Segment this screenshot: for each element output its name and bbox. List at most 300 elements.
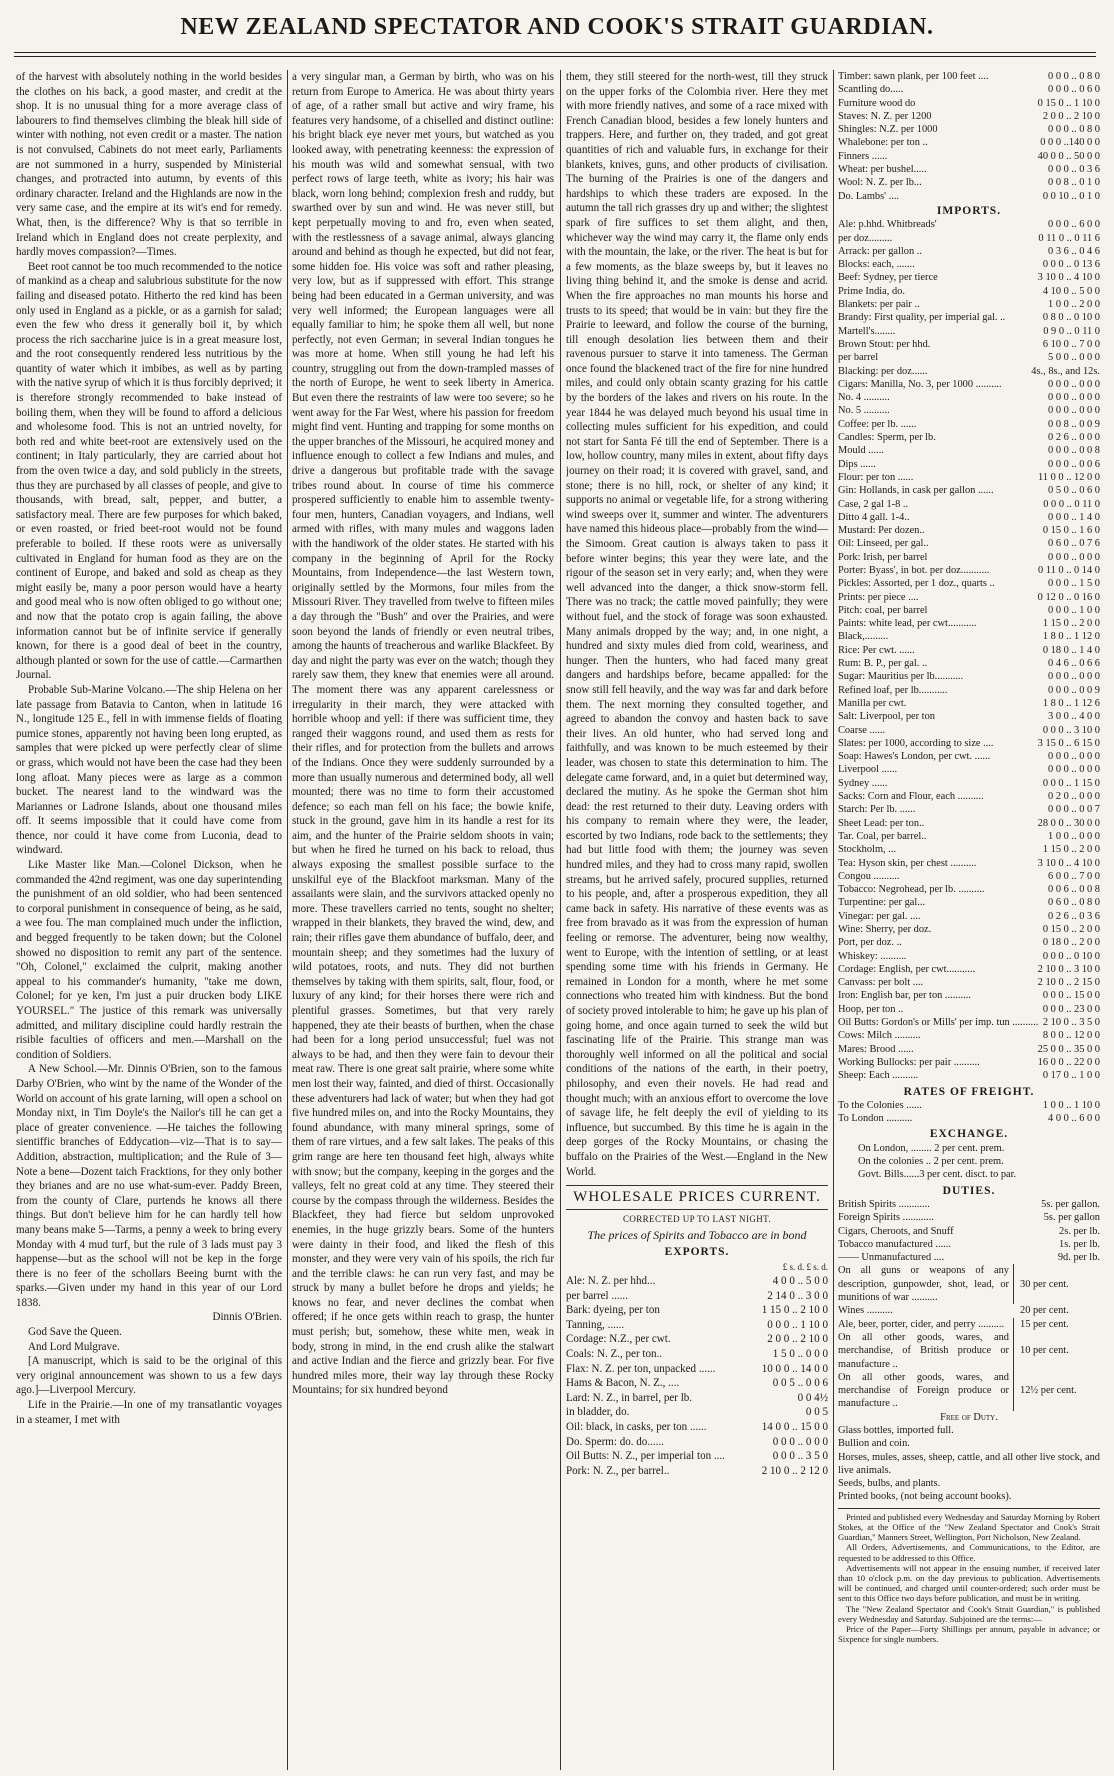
export-price-row [566, 1274, 828, 1289]
price-item-name: Cows: Milch .......... [838, 1030, 921, 1042]
free-item: Horses, mules, asses, sheep, cattle, and all other live stock, and live animals. [838, 1451, 1100, 1476]
import-price-row [838, 271, 1100, 284]
price-item-name: per doz......... [838, 232, 893, 244]
import-price-row [838, 551, 1100, 564]
price-item-name: Do. Lambs' .... [838, 190, 900, 202]
import-price-row [838, 325, 1100, 338]
price-item-name: Wool: N. Z. per lb... [838, 177, 922, 189]
imports-list [838, 218, 1100, 1082]
export-price-row [566, 1332, 828, 1347]
import-price-row [838, 444, 1100, 457]
price-item-name: Sheet Lead: per ton.. [838, 817, 925, 829]
price-item-value: 0 12 0 .. 0 16 0 [1037, 591, 1100, 603]
price-item-value: 0 0 0 .. 0 0 0 [1048, 551, 1100, 563]
import-price-row [838, 936, 1100, 949]
import-price-row [838, 697, 1100, 710]
column-4 [838, 70, 1100, 1770]
import-price-row [838, 710, 1100, 723]
price-item-name: Cigars, Cheroots, and Snuff [838, 1225, 954, 1237]
import-price-row [838, 471, 1100, 484]
price-item-value: 14 0 0 .. 15 0 0 [761, 1421, 828, 1434]
price-item-value: 2 10 0 .. 2 15 0 [1037, 977, 1100, 989]
price-item-value: 0 0 0 .. 1 15 0 [1042, 777, 1100, 789]
free-item: Glass bottles, imported full. [838, 1424, 954, 1436]
price-item-value: 0 0 0 .. 0 0 7 [1048, 804, 1100, 816]
price-item-name: Shingles: N.Z. per 1000 [838, 124, 938, 136]
duty-row [838, 1238, 1100, 1251]
import-price-row [838, 391, 1100, 404]
price-item-name: Flax: N. Z. per ton, unpacked ...... [566, 1362, 716, 1375]
import-price-row [838, 218, 1100, 231]
import-price-row [838, 378, 1100, 391]
price-item-name: Prints: per piece .... [838, 591, 919, 603]
price-item-name: Pork: Irish, per barrel [838, 551, 928, 563]
price-item-value: 0 0 0 .. 0 0 0 [1048, 392, 1100, 404]
column-divider [287, 70, 288, 1770]
price-item-value: 4s., 8s., and 12s. [1031, 365, 1100, 377]
import-price-row [838, 657, 1100, 670]
price-item-value: 0 8 0 .. 0 10 0 [1042, 312, 1100, 324]
price-item-value: 0 0 0 .. 0 6 0 [1048, 84, 1100, 96]
price-item-name: Bark: dyeing, per ton [566, 1304, 660, 1317]
price-item-name: Candles: Sperm, per lb. [838, 432, 936, 444]
price-item-name: Finners ...... [838, 150, 888, 162]
import-price-row [838, 817, 1100, 830]
price-item-value: 0 2 6 .. 0 3 6 [1048, 910, 1100, 922]
import-price-row [838, 923, 1100, 936]
import-price-row [838, 404, 1100, 417]
duty-brace-text: On all other goods, wares, and merchandise of Foreign produce or manufacture .. [838, 1371, 1014, 1411]
exchange-heading: EXCHANGE. [929, 1128, 1009, 1141]
price-item-name: Port, per doz. .. [838, 937, 902, 949]
price-item-name: Blacking: per doz...... [838, 365, 928, 377]
export-price-row [838, 136, 1100, 149]
duty-brace-row [838, 1331, 1100, 1371]
import-price-row [838, 724, 1100, 737]
price-item-name: Slates: per 1000, according to size .... [838, 737, 994, 749]
export-price-row [838, 110, 1100, 123]
export-price-row [838, 70, 1100, 83]
import-price-row [838, 604, 1100, 617]
price-item-name: Case, 2 gal 1-8 .. [838, 498, 909, 510]
export-price-row [566, 1435, 828, 1450]
price-item-name: Ale: N. Z. per hhd... [566, 1275, 656, 1288]
free-item: Seeds, bulbs, and plants. [838, 1478, 941, 1490]
duty-brace-row [838, 1371, 1100, 1411]
prices-bond-note: The prices of Spirits and Tobacco are in bond [587, 1228, 807, 1243]
import-price-row [838, 803, 1100, 816]
price-item-value: 0 0 0 .. 0 3 6 [1048, 164, 1100, 176]
price-item-value: 0 0 5 .. 0 0 6 [772, 1377, 828, 1390]
price-item-name: No. 5 .......... [838, 405, 890, 417]
price-item-name: Sheep: Each .......... [838, 1070, 919, 1082]
price-item-value: 0 0 0 .. 0 0 0 [1048, 405, 1100, 417]
price-item-value: 0 17 0 .. 1 0 0 [1042, 1070, 1100, 1082]
price-item-name: Mares: Brood ...... [838, 1043, 914, 1055]
price-item-value: 0 0 0 .. 0 10 0 [1042, 950, 1100, 962]
price-item-value: 1 8 0 .. 1 12 0 [1042, 631, 1100, 643]
duty-brace-text: On all other goods, wares, and merchandise, of British produce or manufacture .. [838, 1331, 1014, 1371]
import-price-row [838, 684, 1100, 697]
import-price-row [838, 630, 1100, 643]
price-item-value: 4 0 0 .. 6 0 0 [1048, 1113, 1100, 1125]
price-item-value: 4 10 0 .. 5 0 0 [1042, 285, 1100, 297]
price-item-name: To London .......... [838, 1113, 913, 1125]
price-item-value: 0 0 8 .. 0 1 0 [1048, 177, 1100, 189]
import-price-row [838, 737, 1100, 750]
import-price-row [838, 830, 1100, 843]
price-item-value: 0 11 0 .. 0 14 0 [1038, 564, 1100, 576]
import-price-row [838, 298, 1100, 311]
price-item-name: British Spirits ............ [838, 1198, 930, 1210]
price-item-value: 28 0 0 .. 30 0 0 [1037, 817, 1100, 829]
imprint [838, 1508, 1100, 1645]
export-price-row [838, 97, 1100, 110]
price-item-name: Coals: N. Z., per ton.. [566, 1348, 663, 1361]
import-price-row [838, 963, 1100, 976]
price-item-name: in bladder, do. [566, 1406, 630, 1419]
price-item-name: Sugar: Mauritius per lb........... [838, 671, 964, 683]
currency-units: £ s. d. £ s. d. [782, 1261, 828, 1272]
import-price-row [838, 644, 1100, 657]
duties-heading: DUTIES. [942, 1184, 996, 1197]
price-item-value: 0 0 0 .. 0 0 6 [1048, 458, 1100, 470]
price-item-name: —— Unmanufactured .... [838, 1252, 945, 1264]
price-item-value: 0 0 0 .. 23 0 0 [1042, 1003, 1100, 1015]
price-item-name: Blocks: each, ....... [838, 259, 915, 271]
price-item-name: Mould ...... [838, 445, 884, 457]
article-paragraph: Beet root cannot be too much recommended to the notice of mankind as a cheap and salubrious substitute for the now failing and diseased potato. Hitherto the red kind has been only used in England as a pickle, or as a garnish for salad; even the few who dress it generally boil it, by which process the rich saccharine juice is in a great measure lost, and the root consequently rendered less nutritious by the quantity of water which it imbibes, as well as by parting with the native syrup of which it is thus forcibly deprived; it is therefore strongly recommended to bake instead of boiling them, when they will be found to afford a delicious and wholesome food. This is not an untried novelty, for both red and white beet-root are extensively used on the continent; in Italy particularly, they are carried about hot from the oven twice a day, and sold publicly in the streets, thus they are purchased by all classes of people, and give to thousands, with bread, salt, pepper, and butter, a satisfactory meal. There are few purposes for which baked, or even roasted, or fried beet-root would not be found preferable to boiled. If these roots were as universally cultivated in England for human food as they are on the continent of Europe, and baked and sold as cheap as they might easily be, many a poor person would have a hearty and good meal who is now often obliged to go without one; and now that the potato crop is again failing, the above information cannot but be of infinite service if generally known, for there is a good deal of beet in the country, although planted or sown for the use of cattle.—Carmarthen Journal. [16, 260, 282, 682]
masthead-rule-2 [14, 56, 1096, 57]
price-item-value: 0 2 6 .. 0 0 0 [1048, 432, 1100, 444]
import-price-row [838, 1069, 1100, 1082]
price-item-value: 1 8 0 .. 1 12 6 [1042, 697, 1100, 709]
imports-heading: IMPORTS. [936, 204, 1002, 217]
import-price-row [838, 790, 1100, 803]
duty-brace-text: On all guns or weapons of any description, gunpowder, shot, lead, or munitions of war .......... [838, 1264, 1014, 1304]
export-price-row [566, 1464, 828, 1479]
price-item-value: 8 0 0 .. 12 0 0 [1042, 1030, 1100, 1042]
column-3 [566, 70, 828, 1770]
export-price-row [838, 83, 1100, 96]
import-price-row [838, 351, 1100, 364]
export-price-row [566, 1347, 828, 1362]
price-item-name: Oil: black, in casks, per ton ...... [566, 1421, 707, 1434]
prices-heading: WHOLESALE PRICES CURRENT. [566, 1185, 828, 1210]
import-price-row [838, 537, 1100, 550]
price-item-name: Starch: Per lb. ...... [838, 804, 916, 816]
article-paragraph: of the harvest with absolutely nothing in the world besides the clothes on his back, a good master, and credit at the shop. It is no unusual thing for a more average class of labourers to find themselves climbing the bleak hill side of winter with nothing, not even credit or a master. The nation is not convulsed, Cabinets do not meet early, Parliaments are not summoned in a hurry, suspended by Ministerial changes, and protracted into autumn, by events of this ordinary character. Ireland and the Highlands are now in the very same case, and the empire at its wit's end for remedy. What, then, is the difference? Why is that so terrible in Ireland which in England does not create perplexity, and hardly moves compassion?—Times. [16, 71, 282, 259]
export-price-row [838, 123, 1100, 136]
masthead-rule [14, 52, 1096, 53]
price-item-name: Oil Butts: Gordon's or Mills' per imp. tun .......... [838, 1017, 1039, 1029]
price-item-name: Black,......... [838, 631, 889, 643]
import-price-row [838, 524, 1100, 537]
export-price-row [566, 1376, 828, 1391]
duty-row [838, 1198, 1100, 1211]
column-2 [292, 70, 554, 1770]
price-item-value: 0 0 8 .. 0 0 9 [1048, 418, 1100, 430]
import-price-row [838, 258, 1100, 271]
price-item-name: Brandy: First quality, per imperial gal. .. [838, 312, 1006, 324]
import-price-row [838, 232, 1100, 245]
article-line: And Lord Mulgrave. [28, 1340, 120, 1353]
duties-list [838, 1198, 1100, 1264]
price-item-name: Tobacco manufactured ...... [838, 1238, 951, 1250]
free-item: Bullion and coin. [838, 1438, 910, 1450]
export-price-row [566, 1289, 828, 1304]
price-item-name: Hams & Bacon, N. Z., .... [566, 1377, 680, 1390]
price-item-value: 1 15 0 .. 2 0 0 [1042, 844, 1100, 856]
price-item-value: 0 0 0 ..140 0 0 [1040, 137, 1100, 149]
masthead-title: NEW ZEALAND SPECTATOR AND COOK'S STRAIT GUARDIAN. [180, 14, 934, 40]
price-item-value: 0 3 6 .. 0 4 6 [1048, 245, 1100, 257]
article-signature: Dinnis O'Brien. [212, 1311, 282, 1324]
price-item-value: 0 0 0 .. 0 0 9 [1048, 684, 1100, 696]
free-item: Printed books, (not being account books). [838, 1491, 1012, 1503]
price-item-name: Timber: sawn plank, per 100 feet .... [838, 71, 989, 82]
price-item-value: 0 11 0 .. 0 11 6 [1038, 232, 1100, 244]
price-item-value: 1 0 0 .. 2 0 0 [1048, 299, 1100, 311]
price-item-name: To the Colonies ...... [838, 1099, 922, 1111]
price-item-name: Whiskey: .......... [838, 950, 907, 962]
export-price-row [838, 176, 1100, 189]
price-item-value: 0 0 0 .. 1 5 0 [1048, 578, 1100, 590]
price-item-value: 9d. per lb. [1057, 1252, 1100, 1264]
price-item-name: Sydney ...... [838, 777, 888, 789]
import-price-row [838, 670, 1100, 683]
price-item-value: 0 15 0 .. 2 0 0 [1042, 924, 1100, 935]
price-item-value: 0 0 0 .. 0 0 0 [1048, 764, 1100, 776]
price-item-name: Coarse ...... [838, 724, 886, 736]
import-price-row [838, 763, 1100, 776]
export-price-row [838, 163, 1100, 176]
exchange-row: Govt. Bills......3 per cent. disct. to par. [858, 1169, 1017, 1181]
price-item-value: 40 0 0 .. 50 0 0 [1037, 150, 1100, 162]
price-item-name: Oil: Linseed, per gal.. [838, 538, 929, 550]
price-item-value: 0 0 0 .. 1 4 0 [1048, 511, 1100, 523]
price-item-name: Cordage: English, per cwt........... [838, 963, 976, 975]
import-price-row [838, 458, 1100, 471]
price-item-name: Pickles: Assorted, per 1 doz., quarts .. [838, 578, 995, 590]
import-price-row [838, 511, 1100, 524]
price-item-value: 1 5 0 .. 0 0 0 [772, 1348, 828, 1361]
imprint-paragraph: The "New Zealand Spectator and Cook's Strait Guardian," is published every Wednesday and Saturday. Subjoined are the terms:— [838, 1603, 1100, 1624]
free-of-duty-heading: Free of Duty. [940, 1411, 998, 1423]
price-item-name: per barrel ...... [566, 1289, 628, 1302]
price-item-name: Mustard: Per dozen.. [838, 525, 925, 537]
price-item-value: 0 0 10 .. 0 1 0 [1042, 190, 1100, 202]
duty-name: Wines .......... [838, 1305, 893, 1317]
price-item-value: 0 6 0 .. 0 8 0 [1048, 897, 1100, 909]
freight-row [838, 1112, 1100, 1125]
price-item-name: Congou .......... [838, 870, 900, 882]
price-item-name: Soap: Hawes's London, per cwt. ...... [838, 751, 991, 763]
price-item-value: 0 4 6 .. 0 6 6 [1048, 658, 1100, 670]
price-item-name: Foreign Spirits ............ [838, 1212, 934, 1224]
import-price-row [838, 418, 1100, 431]
duty-row [838, 1304, 1100, 1317]
price-item-name: Ditto 4 gall. 1-4.. [838, 511, 910, 523]
price-item-value: 0 0 0 .. 0 11 0 [1043, 498, 1100, 510]
price-item-value: 16 0 0 .. 22 0 0 [1037, 1056, 1100, 1068]
price-item-value: 11 0 0 .. 12 0 0 [1038, 471, 1100, 483]
export-price-row [566, 1405, 828, 1420]
price-item-value: 2 10 0 .. 3 10 0 [1037, 963, 1100, 975]
price-item-value: 0 0 0 .. 15 0 0 [1042, 990, 1100, 1002]
price-item-name: Martell's........ [838, 325, 896, 337]
price-item-value: 0 15 0 .. 1 10 0 [1037, 97, 1100, 109]
imprint-paragraph: Printed and published every Wednesday and Saturday Morning by Robert Stokes, at the Office of the "New Zealand Spectator and Cook's Strait Guardian," Manners Street, Wellington, Port Nicholson, New Zealand. [838, 1511, 1100, 1543]
price-item-name: Dips ...... [838, 458, 876, 470]
freight-list [838, 1099, 1100, 1126]
freight-row [838, 1099, 1100, 1112]
price-item-name: Manilla per cwt. [838, 697, 907, 709]
price-item-name: Staves: N. Z. per 1200 [838, 110, 932, 122]
price-item-name: Working Bullocks: per pair .......... [838, 1056, 980, 1068]
price-item-name: Prime India, do. [838, 285, 905, 297]
price-item-name: Wine: Sherry, per doz. [838, 924, 932, 935]
price-item-name: Rice: Per cwt. ...... [838, 644, 915, 656]
price-item-name: Stockholm, ... [838, 844, 897, 856]
price-item-name: Vinegar: per gal. .... [838, 910, 921, 922]
price-item-name: Gin: Hollands, in cask per gallon ...... [838, 485, 994, 497]
price-item-value: 5s. per gallon. [1041, 1198, 1100, 1210]
price-item-value: 0 0 0 .. 0 0 0 [1048, 671, 1100, 683]
price-item-value: 1 0 0 .. 1 10 0 [1042, 1099, 1100, 1111]
import-price-row [838, 484, 1100, 497]
price-item-name: Canvass: per bolt .... [838, 977, 924, 989]
import-price-row [838, 883, 1100, 896]
column-divider [833, 70, 834, 1770]
price-item-value: 0 0 0 .. 0 8 0 [1048, 71, 1100, 82]
price-item-value: 2 10 0 .. 3 5 0 [1042, 1017, 1100, 1029]
import-price-row [838, 365, 1100, 378]
price-item-value: 3 0 0 .. 4 0 0 [1048, 711, 1100, 723]
price-item-value: 5s. per gallon [1043, 1212, 1100, 1224]
export-price-row [566, 1362, 828, 1377]
price-item-value: 25 0 0 .. 35 0 0 [1037, 1043, 1100, 1055]
price-item-value: 0 0 0 .. 0 0 0 [772, 1435, 828, 1448]
price-item-name: Arrack: per gallon .. [838, 245, 922, 257]
duty-brace-value: 30 per cent. [1020, 1278, 1069, 1290]
import-price-row [838, 245, 1100, 258]
price-item-value: 6 0 0 .. 7 0 0 [1048, 870, 1100, 882]
article-paragraph: [A manuscript, which is said to be the original of this very original announcement was shown to us a few days ago.]—Liverpool Mercury. [16, 1355, 282, 1397]
price-item-value: 0 15 0 .. 1 6 0 [1042, 525, 1100, 537]
price-item-value: 0 6 0 .. 0 7 6 [1048, 538, 1100, 550]
import-price-row [838, 750, 1100, 763]
article-paragraph: Life in the Prairie.—In one of my transatlantic voyages in a steamer, I met with [16, 1399, 282, 1426]
column-divider [560, 70, 561, 1770]
price-item-name: Refined loaf, per lb........... [838, 684, 948, 696]
export-price-row [566, 1303, 828, 1318]
import-price-row [838, 1029, 1100, 1042]
price-item-name: Porter: Byass', in bot. per doz........... [838, 564, 990, 576]
exports-heading: EXPORTS. [664, 1245, 730, 1258]
price-item-name: Wheat: per bushel..... [838, 164, 927, 176]
article-paragraph: a very singular man, a German by birth, who was on his return from Europe to America. He was about thirty years of age, of a rather small but active and wiry frame, his features very handsome, of a chiselled and distinct outline: his bright black eye never met yours, but watched as you looked away, with penetrating keenness: the expression of his mouth was wild and somewhat sensual, with two perfect rows of large teeth, white as ivory; his hair was black, worn long behind; complexion fresh and ruddy, but swarthed over by sun and wind. He was never still, but kept perpetually moving to and fro, even when seated, with the restlessness of a savage animal, always glancing around and behind as though he expected, but did not fear, some hidden foe. His voice was soft and rather pleasing, very low, but as if suppressed with effort. This strange being had been educated in a German university, and was very well informed; the European languages were all equally familiar to him; he spoke them all well, but none perfectly, not even German; in several Indian tongues he was more at home. When still young he had left his country, struggling out from the down-trampled masses of the north of Europe, he went to seek liberty in America. But even there the restraints of law were too severe; so he went away for the Far West, where his passion for freedom might find vent. Hunting and trapping for some months on the upper branches of the Missouri, he acquired money and influence enough to collect a few Indians and mules, and drive a dangerous but profitable trade with the savage tribes round about. In course of time his commerce prospered sufficiently to enable him to assemble twenty-four men, hunters, Canadian voyagers, and Indians, well armed with rifles, with many mules and waggons laden with the handiwork of the older states. He started with his company in the beginning of April for the Rocky Mountains, from Independence—the last Western town, originally settled by the Mormons, four miles from the Missouri River. They travelled from twelve to fifteen miles a day through the "Bush" and over the Prairies, and were soon beyond the lands of friendly or even neutral tribes, among the haunts of treacherous and warlike Blackfeet. By day and night the party was ever on the watch; though they rarely saw them, they knew that enemies were all around. The moment there was any apparent carelessness or irregularity in their march, they were attacked with horrible whoop and yell: if there was sufficient time, they ranged their waggons round, and used them as rests for their rifles, and for protection from the bullets and arrows of the Indians. Once they were suddenly surrounded by a more than usually numerous and determined body, all well mounted; there was no time to form their accustomed defence; so each man fell on his face; the bowie knife, stuck in the ground, gave him in its handle a rest for its aim, and the hunter of the Prairie seldom shoots in vain; but when he fired he turned on his back to reload, thus always exposing the smallest possible surface to the unskilful eye of the Blackfoot marksman. Many of the assailants were slain, and the survivors attacked openly no more. These travellers carried no tents, sought no shelter; wrapped in their blankets, they braved the wind, dew, and rain; their rifles gave them abundance of buffalo, deer, and mountain sheep; and they sometimes had the luxury of wild potatoes, roots, and nuts. They did not burthen themselves by taking with them spirits, salt, flour, food, or luxury of any kind; for their horses there were rich and plentiful grasses. Sometimes, but that very rarely happened, they ate their beasts of burthen, when the chase had been for a long period unsuccessful; fuel was not always to be had, and then they were fain to devour their meat raw. There is one great salt prairie, where some white men lost their way, fainted, and died of thirst. Occasionally these adventurers had lack of water; but when they had got five hundred miles on, and into the Rocky Mountains, they found abundance, with many mineral springs, some of them of rare virtues, and a few salt lakes. The peaks of this grim range are here ten thousand feet high, always white with snow; but the company, keeping in the gorges and the valleys, felt no great cold at any time. They steered their course by the compass through the wilderness. Besides the Blackfeet, they had fierce but seldom unprovoked enemies, in the huge grizzly bears. Some of the hunters were dainty in their food, and liked the flesh of this monster, and they were very vain of his spoils, the rich fur and the terrible claws: he can run very fast, and may be struck by many a bullet before he drops and yields; he knows no fear, and never declines the combat when offered; if he once gets within reach to grasp, the hunter must perish; but, somehow, these white men, weak in body, strong in mind, in the end crush alike the stalwart and active Indian and the fierce and grizzly bear. For five hundred miles more, their way lay through these Rocky Mountains; for six hundred beyond [292, 71, 554, 1397]
price-item-value: 10 0 0 .. 14 0 0 [761, 1362, 828, 1375]
import-price-row [838, 896, 1100, 909]
price-item-name: Cordage: N.Z., per cwt. [566, 1333, 671, 1346]
import-price-row [838, 564, 1100, 577]
import-price-row [838, 311, 1100, 324]
free-of-duty-list [838, 1424, 1100, 1504]
price-item-name: Turpentine: per gal... [838, 897, 926, 909]
import-price-row [838, 285, 1100, 298]
import-price-row [838, 1056, 1100, 1069]
article-paragraph: Probable Sub-Marine Volcano.—The ship Helena on her late passage from Batavia to Canton, when in latitude 16 N., longitude 125 E., fell in with immense fields of floating pumice stones, apparently not having been long erupted, as samples that were picked up were perfectly clear of slime or grass, which would not have been the case had they been long afloat. Many pieces were as large as a common bucket. The nearest land to the windward was the Mariannes or Ladrone Islands, about one thousand miles off. It seems impossible that it could have come from thence, nor could it have come from Luconia, dead to windward. [16, 683, 282, 857]
duty-value: 20 per cent. [1020, 1305, 1069, 1317]
import-price-row [838, 338, 1100, 351]
price-item-name: Iron: English bar, per ton .......... [838, 990, 971, 1002]
price-item-value: 0 0 4½ [797, 1391, 828, 1404]
price-item-value: 0 0 0 .. 1 10 0 [767, 1318, 828, 1331]
import-price-row [838, 591, 1100, 604]
price-item-name: Tea: Hyson skin, per chest .......... [838, 857, 977, 869]
price-item-value: 0 0 6 .. 0 0 8 [1048, 884, 1100, 896]
exchange-list [838, 1142, 1100, 1182]
price-item-value: 3 15 0 .. 6 15 0 [1037, 737, 1100, 749]
import-price-row [838, 1003, 1100, 1016]
price-item-name: Tobacco: Negrohead, per lb. .......... [838, 884, 985, 896]
price-item-value: 2s. per lb. [1059, 1225, 1100, 1237]
imprint-paragraph: Price of the Paper—Forty Shillings per annum, payable in advance; or Sixpence for single numbers. [838, 1624, 1100, 1645]
export-price-row [566, 1420, 828, 1435]
price-item-name: Cigars: Manilla, No. 3, per 1000 .......... [838, 378, 1002, 390]
price-item-value: 0 0 0 .. 3 5 0 [772, 1450, 828, 1463]
duty-row [838, 1251, 1100, 1264]
price-item-name: Sacks: Corn and Flour, each .......... [838, 791, 984, 803]
price-item-value: 0 0 0 .. 0 0 8 [1048, 445, 1100, 457]
price-item-name: Furniture wood do [838, 97, 916, 109]
price-item-value: 1 15 0 .. 2 10 0 [761, 1304, 828, 1317]
price-item-name: Liverpool ...... [838, 764, 898, 776]
import-price-row [838, 431, 1100, 444]
import-price-row [838, 577, 1100, 590]
price-item-name: No. 4 .......... [838, 392, 890, 404]
exports-continued-list [838, 70, 1100, 203]
duty-brace-row [838, 1318, 1100, 1331]
import-price-row [838, 870, 1100, 883]
article-paragraph: A New School.—Mr. Dinnis O'Brien, son to the famous Darby O'Brien, who wint by the name of the Wonder of the World on account of his grate larning, will open a school on Monday nixt, in Tim Doyle's the Nailor's till he can get a place of greater convenience. —He taiches the following sientiffic branches of Eddycation—viz—That is to say—Addition, abstraction, multiplication; and the Rule of 3—Note a bene—Dozent taich Fracktions, for they only bother they brianes and are no use what-sum-ever. Paddy Breen, from the county of Clare, purtends he knows all there things. But don't believe him for he can hardly tell how many beans make 5—Tarms, a penny a week to bring every Monday with 4 mud turf, but the rule of 3 lads must pay 3 happense—but as the school will not be kep in the forge there is no feer of the schollars Beeing burnt with the sparks.—Given under my hand in this year of our Lord 1838. [16, 1063, 282, 1309]
import-price-row [838, 617, 1100, 630]
price-item-name: Blankets: per pair .. [838, 299, 920, 311]
imprint-paragraph: Advertisements will not appear in the ensuing number, if received later than 10 o'clock p.m. on the day previous to publication. Advertisements will be continued, and charged until counter-ordered; such order must be sent to this Office two days before publication, and must be in writing. [838, 1562, 1100, 1604]
price-item-value: 0 18 0 .. 2 0 0 [1042, 937, 1100, 949]
price-item-value: 3 10 0 .. 4 10 0 [1037, 857, 1100, 869]
export-price-row [566, 1318, 828, 1333]
price-item-name: Lard: N. Z., in barrel, per lb. [566, 1391, 693, 1404]
import-price-row [838, 989, 1100, 1002]
price-item-name: Pitch: coal, per barrel [838, 604, 928, 616]
exchange-row: On London, ........ 2 per cent. prem. [858, 1142, 1005, 1154]
imprint-paragraph: All Orders, Advertisements, and Communications, to the Editor, are requested to be addressed to this Office. [838, 1542, 1100, 1563]
import-price-row [838, 1043, 1100, 1056]
price-item-name: Flour: per ton ...... [838, 471, 914, 483]
exchange-row: On the colonies .. 2 per cent. prem. [858, 1156, 1004, 1168]
price-item-value: 0 0 0 .. 0 0 0 [1048, 751, 1100, 763]
import-price-row [838, 843, 1100, 856]
price-item-value: 0 0 0 .. 3 10 0 [1042, 724, 1100, 736]
price-item-value: 5 0 0 .. 0 0 0 [1048, 352, 1100, 364]
price-item-name: Do. Sperm: do. do...... [566, 1435, 664, 1448]
duty-brace-row [838, 1264, 1100, 1304]
prices-corrected-note: CORRECTED UP TO LAST NIGHT. [622, 1213, 772, 1224]
article-line: God Save the Queen. [28, 1326, 122, 1339]
export-price-row [838, 150, 1100, 163]
